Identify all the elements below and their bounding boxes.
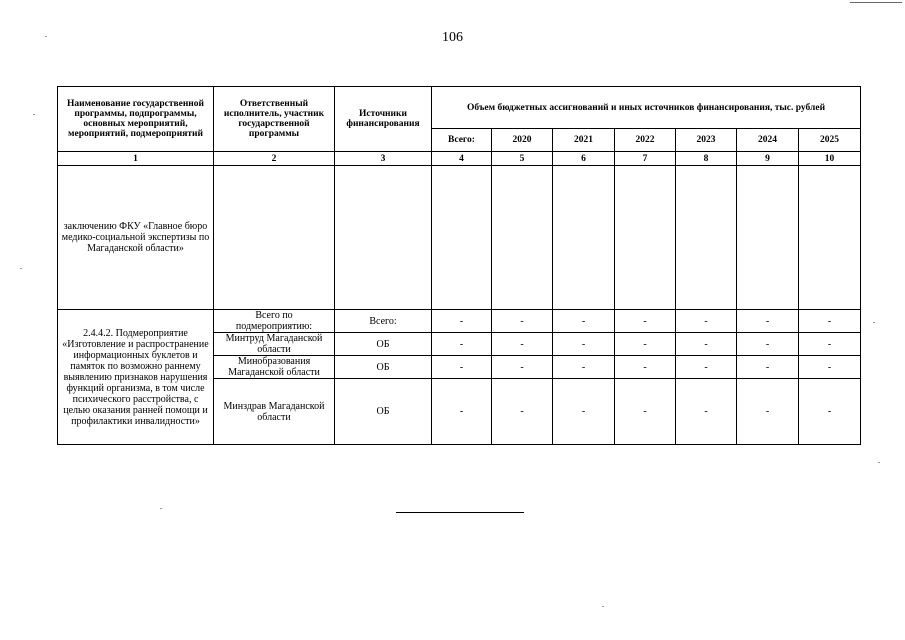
empty-cell bbox=[615, 166, 676, 310]
value-cell: - bbox=[615, 356, 676, 379]
corner-mark-line bbox=[850, 2, 902, 3]
value-cell: - bbox=[553, 333, 615, 356]
value-cell: - bbox=[615, 333, 676, 356]
value-cell: - bbox=[553, 379, 615, 445]
header-year-total: Всего: bbox=[432, 129, 492, 152]
header-year-2024: 2024 bbox=[737, 129, 799, 152]
empty-cell bbox=[492, 166, 553, 310]
source-cell: ОБ bbox=[335, 356, 432, 379]
source-cell: ОБ bbox=[335, 333, 432, 356]
executor-cell: Минтруд Магаданской области bbox=[214, 333, 335, 356]
value-cell: - bbox=[737, 333, 799, 356]
value-cell: - bbox=[492, 310, 553, 333]
page-number: 106 bbox=[442, 30, 463, 45]
column-number: 6 bbox=[553, 152, 615, 166]
value-cell: - bbox=[432, 356, 492, 379]
separator-line bbox=[396, 512, 524, 513]
column-number: 8 bbox=[676, 152, 737, 166]
header-year-2023: 2023 bbox=[676, 129, 737, 152]
continued-row bbox=[58, 166, 861, 310]
value-cell: - bbox=[799, 379, 861, 445]
header-year-2025: 2025 bbox=[799, 129, 861, 152]
column-number: 9 bbox=[737, 152, 799, 166]
header-funding-group: Объем бюджетных ассигнований и иных источников финансирования, тыс. рублей bbox=[432, 87, 861, 129]
value-cell: - bbox=[676, 356, 737, 379]
column-numbers-row bbox=[58, 152, 861, 166]
header-year-2021: 2021 bbox=[553, 129, 615, 152]
scan-speck bbox=[45, 36, 47, 37]
value-cell: - bbox=[553, 356, 615, 379]
scan-speck bbox=[878, 462, 880, 463]
source-cell: ОБ bbox=[335, 379, 432, 445]
source-cell: Всего: bbox=[335, 310, 432, 333]
header-executor-column: Ответственный исполнитель, участник государственной программы bbox=[214, 87, 335, 152]
scan-speck bbox=[873, 322, 875, 323]
empty-cell bbox=[737, 166, 799, 310]
value-cell: - bbox=[676, 310, 737, 333]
value-cell: - bbox=[492, 379, 553, 445]
value-cell: - bbox=[799, 333, 861, 356]
empty-cell bbox=[214, 166, 335, 310]
value-cell: - bbox=[432, 379, 492, 445]
scan-speck bbox=[33, 114, 35, 115]
value-cell: - bbox=[615, 379, 676, 445]
value-cell: - bbox=[737, 379, 799, 445]
value-cell: - bbox=[737, 356, 799, 379]
header-year-2020: 2020 bbox=[492, 129, 553, 152]
header-row-1 bbox=[58, 87, 861, 129]
funding-table bbox=[57, 86, 861, 445]
column-number: 3 bbox=[335, 152, 432, 166]
empty-cell bbox=[335, 166, 432, 310]
value-cell: - bbox=[676, 379, 737, 445]
value-cell: - bbox=[737, 310, 799, 333]
continued-activity-name: заключению ФКУ «Главное бюро медико-социальной экспертизы по Магаданской области» bbox=[58, 166, 214, 310]
column-number: 5 bbox=[492, 152, 553, 166]
column-number: 10 bbox=[799, 152, 861, 166]
value-cell: - bbox=[799, 356, 861, 379]
column-number: 1 bbox=[58, 152, 214, 166]
scan-speck bbox=[602, 606, 604, 607]
value-cell: - bbox=[799, 310, 861, 333]
executor-cell: Минобразования Магаданской области bbox=[214, 356, 335, 379]
executor-cell: Минздрав Магаданской области bbox=[214, 379, 335, 445]
empty-cell bbox=[432, 166, 492, 310]
header-source-column: Источники финансирования bbox=[335, 87, 432, 152]
column-number: 7 bbox=[615, 152, 676, 166]
value-cell: - bbox=[615, 310, 676, 333]
executor-cell: Всего по подмероприятию: bbox=[214, 310, 335, 333]
subactivity-name: 2.4.4.2. Подмероприятие «Изготовление и распространение информационных буклетов и памяток по возможно раннему выявлению признаков нарушения функций организма, в том числе психического расстройства, с целью оказания ранней помощи и профилактики инвалидности» bbox=[58, 310, 214, 445]
value-cell: - bbox=[492, 356, 553, 379]
empty-cell bbox=[799, 166, 861, 310]
value-cell: - bbox=[492, 333, 553, 356]
header-name-column: Наименование государственной программы, подпрограммы, основных мероприятий, мероприятий, подмероприятий bbox=[58, 87, 214, 152]
value-cell: - bbox=[432, 310, 492, 333]
value-cell: - bbox=[432, 333, 492, 356]
column-number: 2 bbox=[214, 152, 335, 166]
value-cell: - bbox=[553, 310, 615, 333]
column-number: 4 bbox=[432, 152, 492, 166]
empty-cell bbox=[676, 166, 737, 310]
header-year-2022: 2022 bbox=[615, 129, 676, 152]
empty-cell bbox=[553, 166, 615, 310]
scan-speck bbox=[20, 268, 22, 269]
scan-speck bbox=[160, 508, 162, 509]
subactivity-row-total bbox=[58, 310, 861, 333]
value-cell: - bbox=[676, 333, 737, 356]
